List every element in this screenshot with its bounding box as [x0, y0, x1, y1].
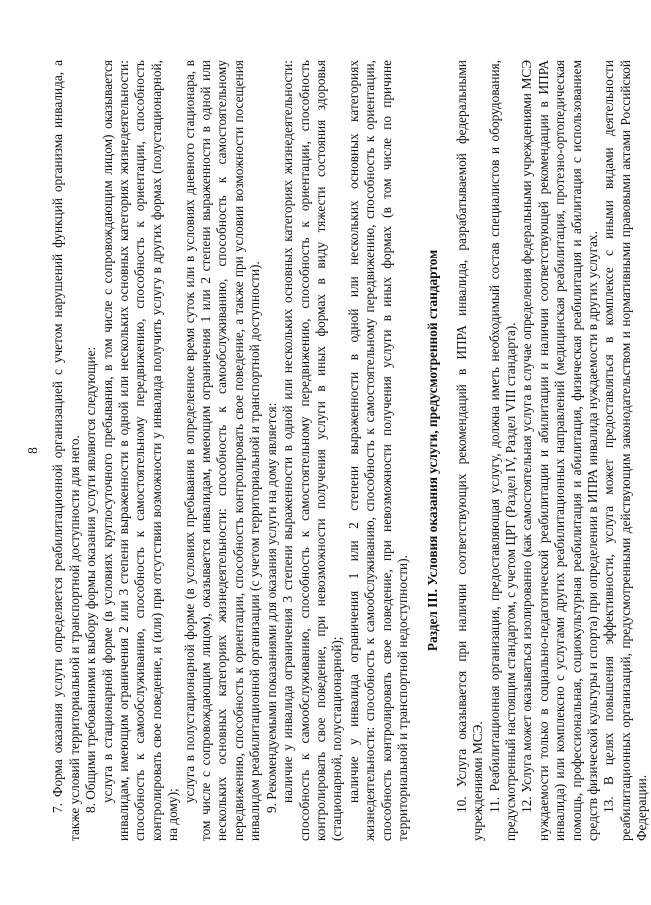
paragraph: 12. Услуга может оказываться изолированно (как самостоятельная услуга в случае определения федеральными учреждениями МСЭ нуждаемости только в социально-педагогической реабилитации и абилитации и наличии соответствующей рекомендации в ИПРА инвалида) или комплексно с услугами других реабилитационных направлений (медицинская реабилитация, протезно-ортопедическая помощь, профессиональная, социокультурная реабилитация и абилитация, физическая реабилитация и абилитация с использованием средств физической культуры и спорта) при определении в ИПРА инвалида нуждаемости в других услугах.: [519, 60, 600, 841]
paragraph: 11. Реабилитационная организация, предоставляющая услугу, должна иметь необходимый состав специалистов и оборудования, предусмотренный настоящим стандартом, с учетом ЦРГ (Раздел IV, Раздел VIII стандарта).: [486, 60, 518, 841]
paragraph: 7. Форма оказания услуги определяется реабилитационной организацией с учетом нарушений функций организма инвалида, а также условий территориальной и транспортной доступности для него.: [50, 60, 82, 841]
section-heading: Раздел III. Условия оказания услуги, предусмотренной стандартом: [425, 249, 441, 652]
paragraph: наличие у инвалида ограничения 3 степени выраженности в одной или нескольких основных категориях жизнедеятельности: способность к самообслуживанию, способность к самостоятельному передвижению, способность к ориентации, способность контролировать свое поведение, при невозможности получения услуги в иных формах в виду тяжести состояния здоровья (стационарной, полустационарной);: [280, 60, 345, 841]
paragraph: 8. Общими требованиями к выбору формы оказания услуги являются следующие:: [83, 346, 99, 813]
paragraph: 9. Рекомендуемыми показаниями для оказания услуги на дому является:: [263, 402, 279, 813]
paragraph: услуга в полустационарной форме (в условиях пребывания в определенное время суток или в условиях дневного стационара, в том числе с сопровождающим лицом), оказывается инвалидам, имеющим ограничения 1 или 2 степени выраженности в одной или нескольких основных категориях жизнедеятельности: способность к самообслуживанию, способность к самостоятельному передвижению, способность к ориентации, способность контролировать свое поведение, а также при условии возможности посещения инвалидом реабилитационной организации (с учетом территориальной и транспортной доступности).: [181, 60, 263, 841]
paragraph: наличие у инвалида ограничения 1 или 2 степени выраженности в одной или нескольких основных категориях жизнедеятельности: способность к самообслуживанию, способность к самостоятельному передвижению, способность к ориентации, способность контролировать свое поведение, при невозможности получения услуги в иных формах (в том числе по причине территориальной и транспортной недоступности).: [345, 60, 410, 841]
paragraph: услуга в стационарной форме (в условиях круглосуточного пребывания, в том числе с сопровождающим лицом) оказывается инвалидам, имеющим ограничения 2 или 3 степени выраженности в одной или нескольких основных категориях жизнедеятельности: способность к самообслуживанию, способность к самостоятельному передвижению, способность к ориентации, способность контролировать свое поведение, и (или) при отсутствии возможности у инвалида получить услугу в других формах (полустационарной, на дому);: [99, 60, 181, 841]
paragraph: 10. Услуга оказывается при наличии соответствующих рекомендаций в ИПРА инвалида, разрабатываемой федеральными учреждениями МСЭ.: [453, 60, 486, 841]
page-number: 8: [25, 447, 40, 454]
paragraph: 13. В целях повышения эффективности, услуга может предоставляться в комплексе с иными видами деятельности реабилитационных организаций, предусмотренными действующим законодательством и нормативными правовыми актами Российской Федерации.: [601, 60, 650, 841]
